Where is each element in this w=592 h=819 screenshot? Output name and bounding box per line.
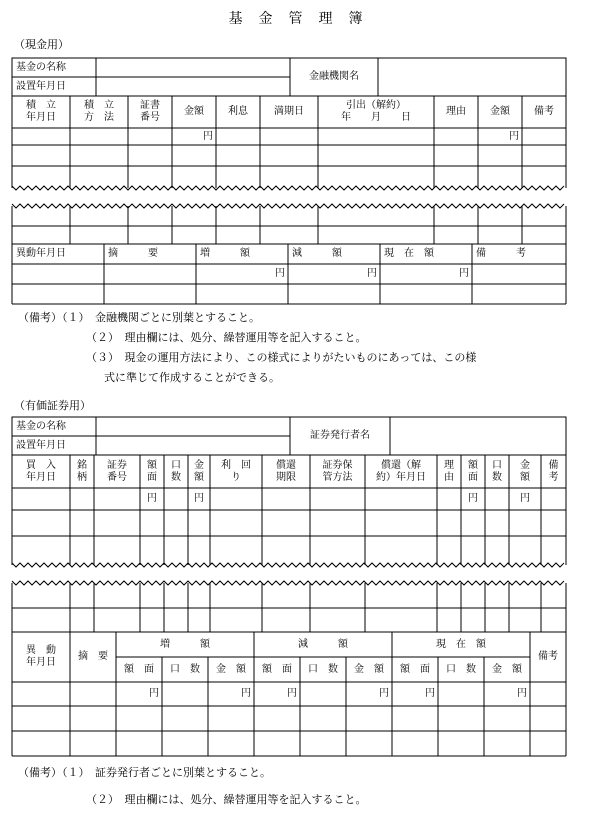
sec-hist-sub-header: 口 数 xyxy=(446,663,476,675)
cash-col-header: 証書 番号 xyxy=(140,100,160,123)
cash-increase-yen: 円 xyxy=(275,268,285,279)
sec-hist-sub-header: 金 額 xyxy=(354,663,384,675)
sec-col-header: 理 由 xyxy=(444,459,454,483)
sec-hist-yen: 円 xyxy=(379,688,389,699)
cash-section-label: （現金用） xyxy=(14,38,69,51)
sec-hist-sub-header: 額 面 xyxy=(262,663,292,675)
sec-col-header: 買 入 年月日 xyxy=(26,459,56,483)
cash-col-header: 理由 xyxy=(446,106,466,117)
sec-col-header: 額 面 xyxy=(147,459,157,483)
cash-col-header: 利息 xyxy=(228,106,248,117)
cash-withdraw-amount-yen: 円 xyxy=(509,130,519,142)
cash-history-header: 異動年月日 xyxy=(16,248,66,259)
sec-hist-date-header: 異 動 年月日 xyxy=(26,645,56,668)
cash-col-header: 金額 xyxy=(490,106,510,117)
sec-hist-sub-header: 口 数 xyxy=(170,663,200,675)
sec-hist-increase-header: 増 額 xyxy=(160,638,210,650)
securities-section-label: （有価証券用） xyxy=(14,399,91,412)
page-title: 基 金 管 理 簿 xyxy=(228,11,364,27)
cash-history-header: 増 額 xyxy=(200,248,250,259)
sec-hist-sub-header: 額 面 xyxy=(124,663,154,675)
sec-col-header: 金 額 xyxy=(194,459,204,483)
cash-established-label: 設置年月日 xyxy=(16,80,66,92)
cash-fund-name-label: 基金の名称 xyxy=(16,61,66,73)
cash-institution-field[interactable] xyxy=(378,58,566,96)
cash-history-header: 備 考 xyxy=(476,248,526,259)
cash-history-header: 摘 要 xyxy=(108,248,158,259)
cash-current-yen: 円 xyxy=(459,268,469,279)
sec-col-header: 利 回 り xyxy=(221,459,251,483)
sec-col-header: 金 額 xyxy=(520,459,530,483)
sec-yen-mark: 円 xyxy=(520,493,530,504)
sec-established-label: 設置年月日 xyxy=(16,439,66,451)
cash-col-header: 金額 xyxy=(184,106,204,117)
cash-history-header: 現 在 額 xyxy=(384,248,434,259)
cash-history-header: 減 額 xyxy=(292,248,342,259)
cash-col-header: 引出（解約） 年 月 日 xyxy=(341,100,411,123)
cash-col-header: 積 立 年月日 xyxy=(26,100,56,123)
cash-note-2: （２） 理由欄には、処分、繰替運用等を記入すること。 xyxy=(86,331,367,344)
sec-hist-remarks-header: 備考 xyxy=(538,651,558,662)
sec-yen-mark: 円 xyxy=(468,493,478,504)
sec-col-header: 備 考 xyxy=(548,459,559,483)
sec-hist-yen: 円 xyxy=(149,688,159,699)
cash-col-header: 満期日 xyxy=(274,106,304,117)
cash-note-3: （３） 現金の運用方法により、この様式によりがたいものにあっては、この様 xyxy=(86,351,477,364)
sec-hist-summary-header: 摘 要 xyxy=(78,651,108,662)
sec-col-header: 口 数 xyxy=(171,459,181,483)
sec-col-header: 償還（解 約）年月日 xyxy=(376,459,426,483)
sec-note-1: （備考）（１） 証券発行者ごとに別葉とすること。 xyxy=(18,766,271,779)
sec-hist-yen: 円 xyxy=(425,688,435,699)
sec-note-2: （２） 理由欄には、処分、繰替運用等を記入すること。 xyxy=(86,793,367,806)
sec-col-header: 銘 柄 xyxy=(77,459,87,483)
cash-decrease-yen: 円 xyxy=(367,268,377,279)
sec-issuer-label: 証券発行者名 xyxy=(310,430,370,441)
sec-hist-decrease-header: 減 額 xyxy=(298,638,348,650)
sec-fund-name-field[interactable] xyxy=(96,417,290,436)
sec-hist-sub-header: 金 額 xyxy=(216,663,246,675)
cash-note-1: （備考）（１） 金融機関ごとに別葉とすること。 xyxy=(18,311,260,324)
sec-hist-sub-header: 額 面 xyxy=(400,663,430,675)
sec-hist-yen: 円 xyxy=(287,688,297,699)
sec-yen-mark: 円 xyxy=(147,493,157,504)
cash-col-header: 備考 xyxy=(534,106,554,117)
sec-hist-yen: 円 xyxy=(517,688,527,699)
cash-amount-yen: 円 xyxy=(203,130,213,142)
sec-col-header: 償還 期限 xyxy=(276,459,296,483)
cash-fund-name-field[interactable] xyxy=(96,58,290,77)
sec-hist-current-header: 現 在 額 xyxy=(436,638,486,650)
sec-issuer-field[interactable] xyxy=(390,417,566,455)
sec-fund-name-label: 基金の名称 xyxy=(16,420,66,432)
cash-col-header: 積 立 方 法 xyxy=(84,100,114,123)
sec-col-header: 証券 番号 xyxy=(107,459,127,483)
cash-note-3-cont: 式に準じて作成することができる。 xyxy=(104,371,280,384)
sec-hist-sub-header: 口 数 xyxy=(308,663,338,675)
cash-institution-label: 金融機関名 xyxy=(309,71,359,82)
sec-hist-sub-header: 金 額 xyxy=(492,663,522,675)
sec-col-header: 口 数 xyxy=(492,459,502,483)
sec-col-header: 証券保 管方法 xyxy=(322,459,353,483)
sec-yen-mark: 円 xyxy=(194,493,204,504)
sec-hist-yen: 円 xyxy=(241,688,251,699)
sec-col-header: 額 面 xyxy=(468,459,478,483)
